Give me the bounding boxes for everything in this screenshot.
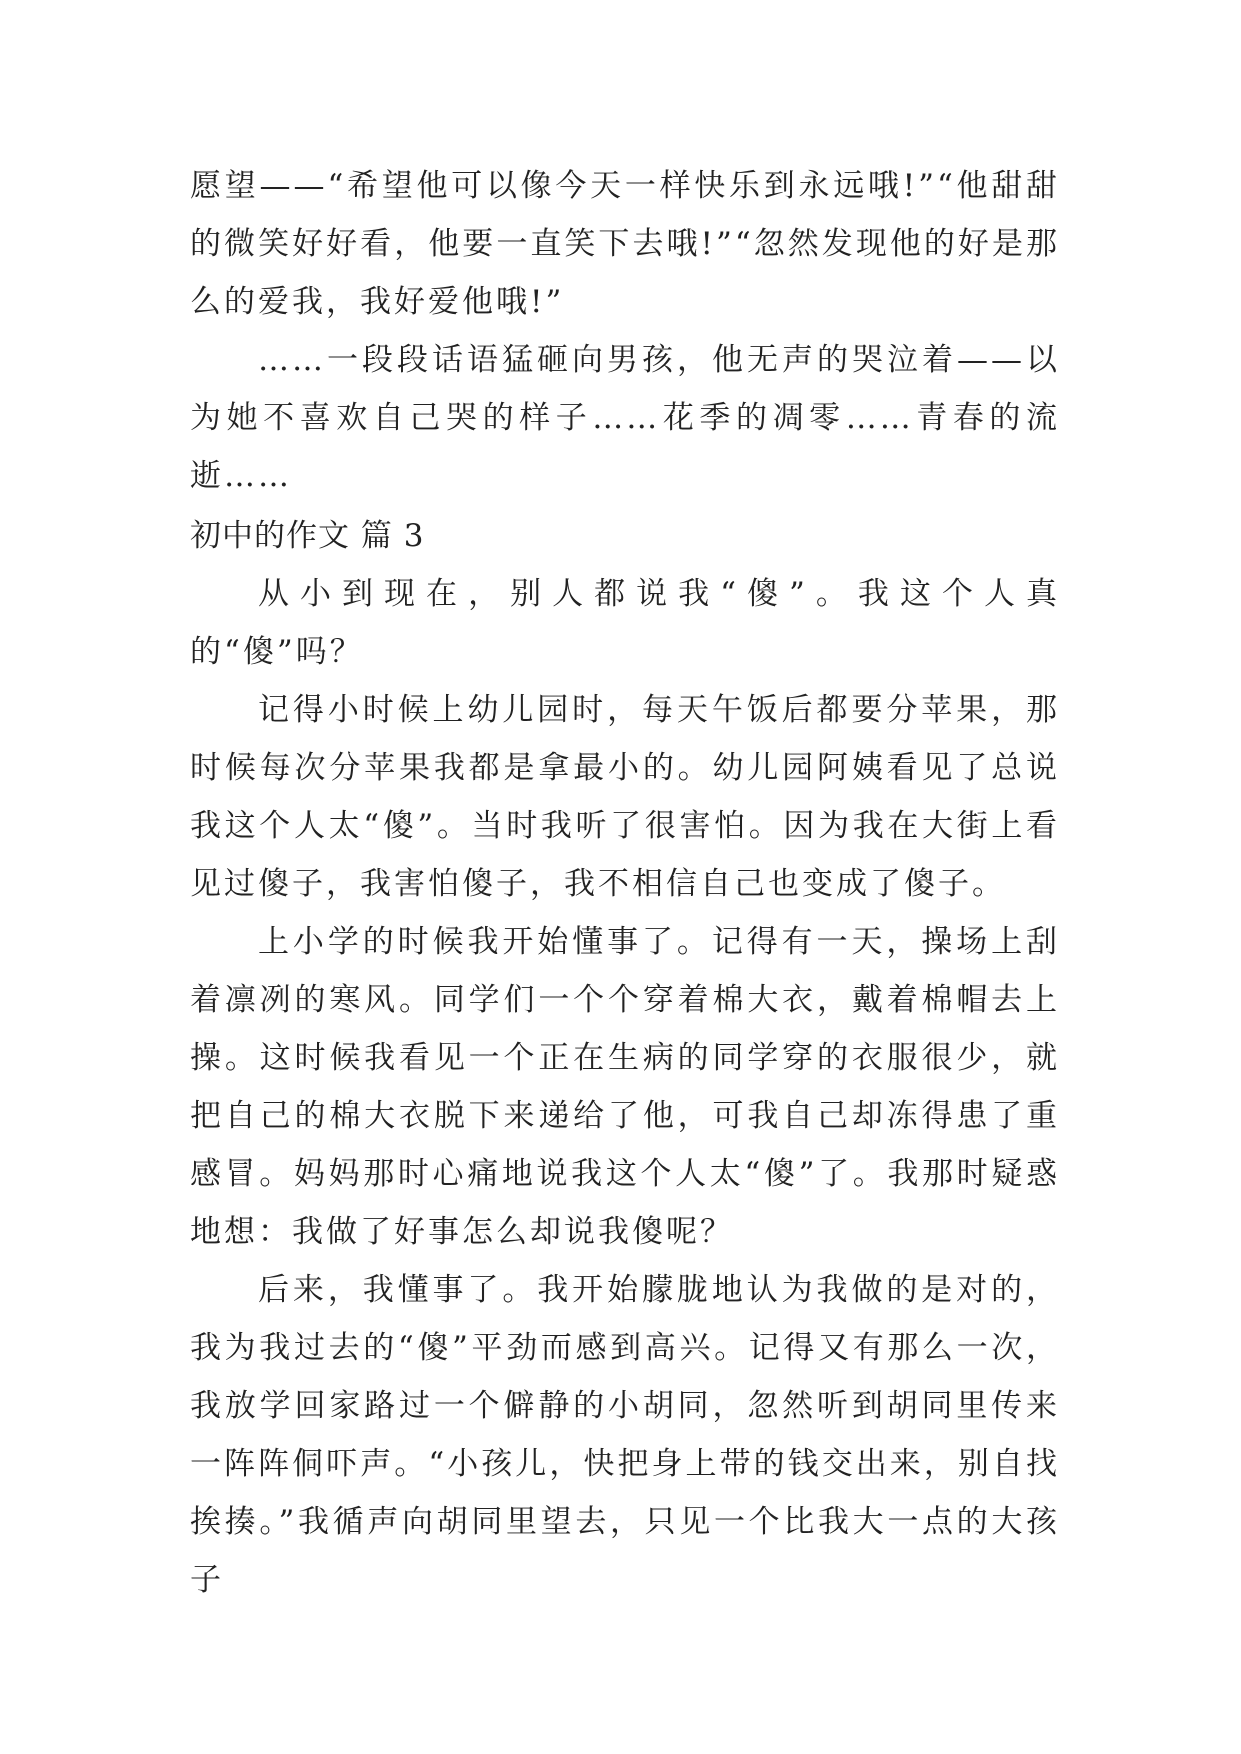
essay-paragraph-3: 上小学的时候我开始懂事了。记得有一天，操场上刮着凛冽的寒风。同学们一个个穿着棉大衣，戴着棉帽去上操。这时候我看见一个正在生病的同学穿的衣服很少，就把自己的棉大衣脱下来递给了他，可我自己却冻得患了重感冒。妈妈那时心痛地说我这个人太“傻”了。我那时疑惑地想：我做了好事怎么却说我傻呢？ [190,924,1060,1250]
continuation-text [190,157,1060,505]
continuation-paragraph-2: ……一段段话语猛砸向男孩，他无声的哭泣着——以为她不喜欢自己哭的样子……花季的凋零……青春的流逝…… [190,342,1060,494]
continuation-paragraph-1: 愿望——“希望他可以像今天一样快乐到永远哦!”“他甜甜的微笑好好看，他要一直笑下去哦!”“忽然发现他的好是那么的爱我，我好爱他哦!” [190,168,1060,320]
essay-paragraph-1: 从小到现在，别人都说我“傻”。我这个人真的“傻”吗？ [190,576,1060,670]
essay-paragraph-4: 后来，我懂事了。我开始朦胧地认为我做的是对的，我为我过去的“傻”平劲而感到高兴。记得又有那么一次，我放学回家路过一个僻静的小胡同，忽然听到胡同里传来一阵阵侗吓声。“小孩儿，快把身上带的钱交出来，别自找挨揍。”我循声向胡同里望去，只见一个比我大一点的大孩子 [190,1272,1060,1598]
section-title: 初中的作文 篇 3 [190,518,425,554]
essay-paragraph-2: 记得小时候上幼儿园时，每天午饭后都要分苹果，那时候每次分苹果我都是拿最小的。幼儿园阿姨看见了总说我这个人太“傻”。当时我听了很害怕。因为我在大街上看见过傻子，我害怕傻子，我不相信自己也变成了傻子。 [190,692,1060,902]
essay-section-3 [190,507,1060,1609]
